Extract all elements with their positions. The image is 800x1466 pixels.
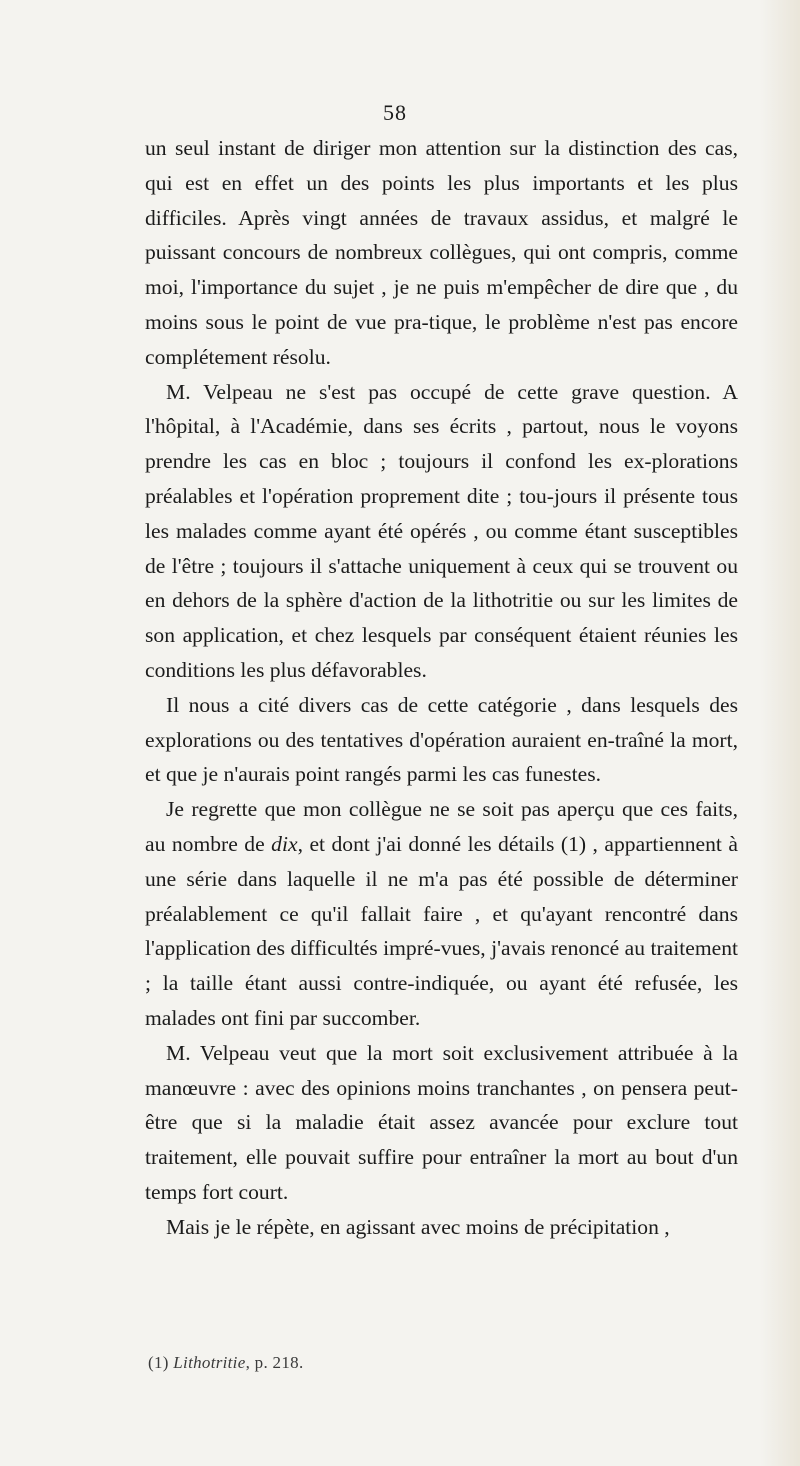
- body-text: [145, 131, 738, 1245]
- paragraph-6: Mais je le répète, en agissant avec moins de précipitation ,: [166, 1214, 670, 1239]
- footnote: [148, 1353, 304, 1373]
- paragraph-1: un seul instant de diriger mon attention sur la distinction des cas, qui est en effet un des points les plus importants et les plus difficiles. Après vingt années de travaux assidus, et malgré le puissant concours de nombreux collègues, qui ont compris, comme moi, l'importance du sujet , je ne puis m'empêcher de dire que , du moins sous le point de vue pra-tique, le problème n'est pas encore complétement résolu.: [145, 136, 738, 369]
- footnote-title: Lithotritie: [173, 1353, 246, 1372]
- paragraph-4: [145, 792, 738, 1036]
- paragraph-3: Il nous a cité divers cas de cette catégorie , dans lesquels des explorations ou des tentatives d'opération auraient en-traîné la mort, et que je n'aurais point rangés parmi les cas funestes.: [145, 692, 738, 787]
- paragraph-2: M. Velpeau ne s'est pas occupé de cette grave question. A l'hôpital, à l'Académie, dans ses écrits , partout, nous le voyons prendre les cas en bloc ; toujours il confond les ex-plorations préalables et l'opération proprement dite ; tou-jours il présente tous les malades comme ayant été opérés , ou comme étant susceptibles de l'être ; toujours il s'attache uniquement à ceux qui se trouvent ou en dehors de la sphère d'action de la lithotritie ou sur les limites de son application, et chez lesquels par conséquent étaient réunies les conditions les plus défavorables.: [145, 379, 738, 682]
- paragraph-5: M. Velpeau veut que la mort soit exclusivement attribuée à la manœuvre : avec des opinions moins tranchantes , on pensera peut-être que si la maladie était assez avancée pour exclure tout traitement, elle pouvait suffire pour entraîner la mort au bout d'un temps fort court.: [145, 1040, 738, 1204]
- footnote-marker: (1): [148, 1353, 169, 1372]
- paragraph-4-start: Je regrette que mon collègue ne se soit pas aperçu que ces faits, au nombre de: [145, 797, 738, 856]
- footnote-page: , p. 218.: [245, 1353, 304, 1372]
- paragraph-4-emphasis: dix: [271, 831, 298, 856]
- page-number: 58: [383, 100, 407, 125]
- page-edge-shadow: [760, 0, 800, 1466]
- paragraph-4-end: , et dont j'ai donné les détails (1) , appartiennent à une série dans laquelle il ne m'a pas été possible de déterminer préalablement ce qu'il fallait faire , et qu'ayant rencontré dans l'application des difficultés impré-vues, j'avais renoncé au traitement ; la taille étant aussi contre-indiquée, ou ayant été refusée, les malades ont fini par succomber.: [145, 831, 738, 1030]
